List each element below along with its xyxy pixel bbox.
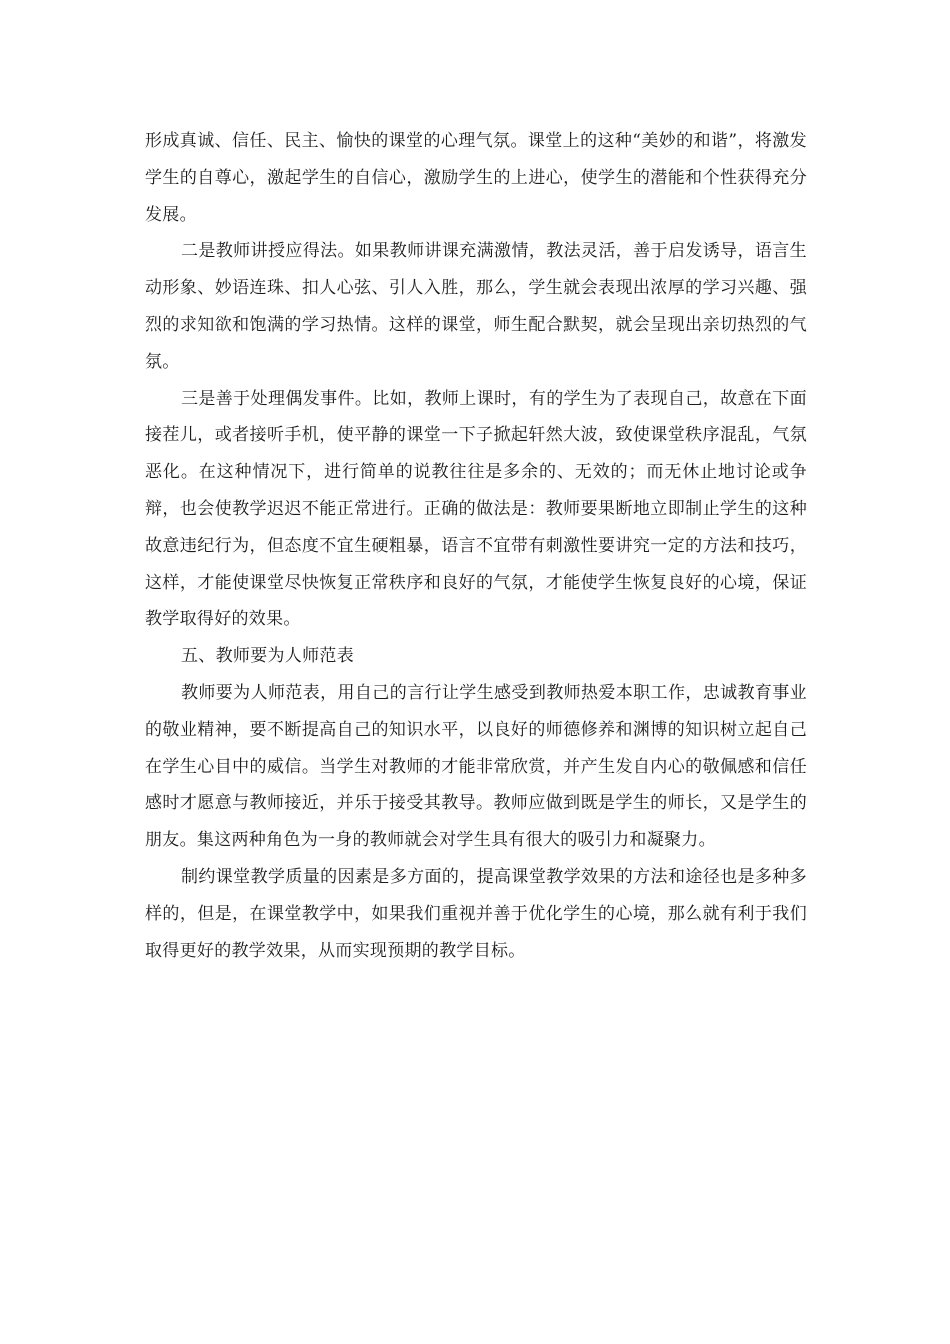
paragraph-teaching-method: 二是教师讲授应得法。如果教师讲课充满激情，教法灵活，善于启发诱导，语言生动形象、妙语连珠、扣人心弦、引人入胜，那么，学生就会表现出浓厚的学习兴趣、强烈的求知欲和饱满的学习热情。这样的课堂，师生配合默契，就会呈现出亲切热烈的气氛。 [145,241,807,372]
document-body [145,123,807,969]
paragraph-role-model: 教师要为人师范表，用自己的言行让学生感受到教师热爱本职工作，忠诚教育事业的敬业精神，要不断提高自己的知识水平，以良好的师德修养和渊博的知识树立起自己在学生心目中的威信。当学生对教师的才能非常欣赏，并产生发自内心的敬佩感和信任感时才愿意与教师接近，并乐于接受其教导。教师应做到既是学生的师长，又是学生的朋友。集这两种角色为一身的教师就会对学生具有很大的吸引力和凝聚力。 [145,682,807,851]
paragraph-conclusion: 制约课堂教学质量的因素是多方面的，提高课堂教学效果的方法和途径也是多种多样的，但是，在课堂教学中，如果我们重视并善于优化学生的心境，那么就有利于我们取得更好的教学效果，从而实现预期的教学目标。 [145,866,807,961]
paragraph-continuation: 形成真诚、信任、民主、愉快的课堂的心理气氛。课堂上的这种“美妙的和谐”，将激发学生的自尊心，激起学生的自信心，激励学生的上进心，使学生的潜能和个性获得充分发展。 [145,131,807,225]
section-heading-five: 五、教师要为人师范表 [181,646,354,667]
paragraph-incident-handling: 三是善于处理偶发事件。比如，教师上课时，有的学生为了表现自己，故意在下面接茬儿，或者接听手机，使平静的课堂一下子掀起轩然大波，致使课堂秩序混乱，气氛恶化。在这种情况下，进行简单的说教往往是多余的、无效的；而无休止地讨论或争辩，也会使教学迟迟不能正常进行。正确的做法是：教师要果断地立即制止学生的这种故意违纪行为，但态度不宜生硬粗暴，语言不宜带有刺激性要讲究一定的方法和技巧，这样，才能使课堂尽快恢复正常秩序和良好的气氛，才能使学生恢复良好的心境，保证教学取得好的效果。 [145,388,807,630]
